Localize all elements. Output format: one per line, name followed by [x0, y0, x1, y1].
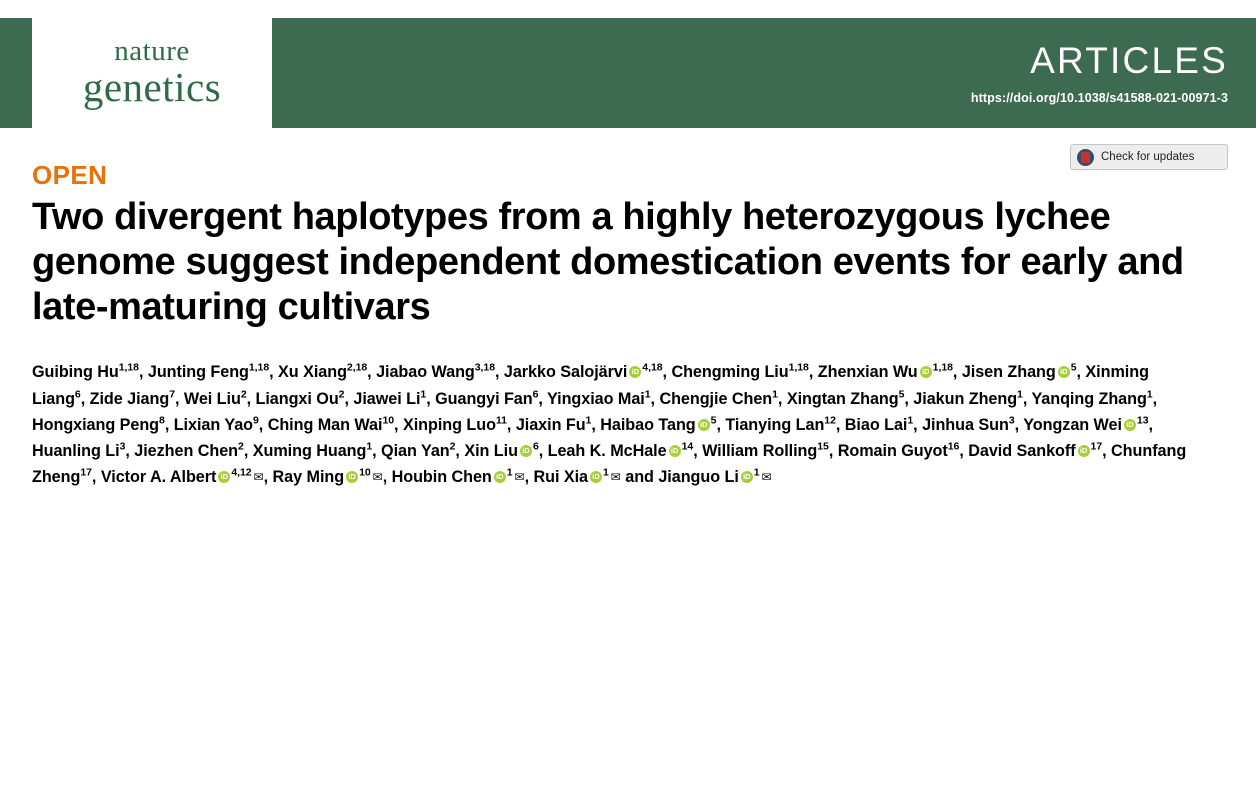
author-entry[interactable]: [547, 390, 651, 408]
orcid-icon[interactable]: [520, 445, 532, 457]
author-name: Guangyi Fan: [435, 389, 533, 408]
author-name: Haibao Tang: [600, 415, 696, 434]
header-right-block: [272, 18, 1256, 128]
corresponding-author-envelope-icon[interactable]: ✉: [610, 470, 621, 485]
author-affiliation-marker: 5: [1070, 362, 1077, 375]
author-entry[interactable]: [659, 390, 777, 408]
author-affiliation-marker: 8: [159, 414, 165, 427]
author-entry[interactable]: [90, 390, 175, 408]
orcid-icon[interactable]: [698, 419, 710, 431]
author-name: Qian Yan: [381, 442, 450, 461]
author-affiliation-marker: 1: [585, 414, 592, 427]
author-affiliation-marker: 1: [753, 467, 760, 480]
author-affiliation-marker: 2: [240, 388, 247, 401]
author-entry[interactable]: [922, 416, 1015, 434]
author-entry[interactable]: [600, 416, 716, 434]
article-front-matter: [32, 160, 1212, 491]
author-affiliation-marker: 3,18: [474, 362, 495, 375]
author-entry[interactable]: [278, 363, 367, 381]
author-entry[interactable]: [174, 416, 259, 434]
author-name: Xuming Huang: [252, 442, 367, 461]
author-affiliation-marker: 1,18: [788, 362, 809, 375]
author-name: Huanling Li: [32, 442, 120, 461]
author-name: Yanqing Zhang: [1031, 389, 1147, 408]
author-affiliation-marker: 10: [359, 467, 371, 480]
author-entry[interactable]: [268, 416, 394, 434]
author-entry[interactable]: [1031, 390, 1152, 408]
orcid-icon[interactable]: [494, 471, 506, 483]
author-entry[interactable]: [184, 390, 247, 408]
journal-logo: [32, 18, 272, 128]
author-affiliation-marker: 12: [824, 414, 836, 427]
author-name: Jisen Zhang: [961, 363, 1056, 382]
author-affiliation-marker: 3: [119, 440, 126, 453]
author-entry[interactable]: [702, 442, 829, 460]
author-affiliation-marker: 1,18: [118, 362, 139, 375]
author-affiliation-marker: 2: [338, 388, 345, 401]
author-entry[interactable]: [838, 442, 960, 460]
corresponding-author-envelope-icon[interactable]: ✉: [514, 470, 525, 485]
author-entry[interactable]: [533, 468, 620, 486]
author-entry[interactable]: [913, 390, 1023, 408]
author-entry[interactable]: [516, 416, 592, 434]
author-name: Ray Ming: [272, 468, 345, 487]
author-entry[interactable]: [32, 416, 165, 434]
author-entry[interactable]: [392, 468, 525, 486]
orcid-icon[interactable]: [669, 445, 681, 457]
author-entry[interactable]: [435, 390, 538, 408]
orcid-icon[interactable]: [1078, 445, 1090, 457]
author-entry[interactable]: [464, 442, 538, 460]
author-affiliation-marker: 5: [710, 414, 717, 427]
journal-header: [0, 18, 1256, 128]
author-name: Jarkko Salojärvi: [503, 363, 628, 382]
author-name: Xinping Luo: [402, 415, 496, 434]
author-entry[interactable]: [353, 390, 426, 408]
author-affiliation-marker: 1: [644, 388, 651, 401]
author-name: Guibing Hu: [32, 363, 119, 382]
author-name: Xingtan Zhang: [786, 389, 899, 408]
author-affiliation-marker: 1: [1146, 388, 1153, 401]
author-name: Houbin Chen: [391, 468, 492, 487]
author-affiliation-marker: 15: [817, 440, 829, 453]
author-name: Junting Feng: [147, 363, 249, 382]
author-name: Yingxiao Mai: [547, 389, 645, 408]
journal-name-line2: genetics: [82, 63, 222, 110]
author-name: Leah K. McHale: [547, 442, 667, 461]
author-name: Zide Jiang: [89, 389, 170, 408]
author-affiliation-marker: 5: [898, 388, 905, 401]
author-affiliation-marker: 4,18: [642, 362, 663, 375]
author-entry[interactable]: [376, 363, 495, 381]
author-affiliation-marker: 1: [1017, 388, 1023, 401]
author-affiliation-marker: 13: [1136, 414, 1149, 427]
author-affiliation-marker: 6: [74, 388, 81, 401]
author-affiliation-marker: 2: [449, 440, 456, 453]
author-affiliation-marker: 1: [772, 388, 778, 401]
author-name: Jiawei Li: [353, 389, 421, 408]
author-name: Jiaxin Fu: [515, 415, 586, 434]
author-entry[interactable]: [32, 442, 125, 460]
author-affiliation-marker: 1: [420, 388, 427, 401]
author-entry[interactable]: [845, 416, 913, 434]
author-name: Chunfang Zheng: [32, 442, 1187, 487]
page-title: Two divergent haplotypes from a highly heterozygous lychee genome suggest independent domestication events for early and late-maturing cultivars: [32, 196, 1184, 328]
author-name: Tianying Lan: [725, 415, 825, 434]
orcid-icon[interactable]: [218, 471, 230, 483]
author-name: Jinhua Sun: [922, 415, 1009, 434]
author-name: Jianguo Li: [658, 468, 739, 487]
doi-link[interactable]: https://doi.org/10.1038/s41588-021-00971-3: [970, 90, 1228, 105]
check-for-updates-label: Check for updates: [1101, 151, 1195, 163]
author-affiliation-marker: 1,18: [932, 362, 953, 375]
author-name: Liangxi Ou: [255, 389, 339, 408]
author-entry[interactable]: [787, 390, 905, 408]
orcid-icon[interactable]: [590, 471, 602, 483]
author-entry[interactable]: [1023, 416, 1148, 434]
author-name: Wei Liu: [183, 389, 241, 408]
author-entry[interactable]: [134, 442, 244, 460]
author-name: Lixian Yao: [173, 415, 253, 434]
author-entry[interactable]: [273, 468, 383, 486]
journal-name-line1: nature: [114, 34, 190, 67]
author-entry[interactable]: [962, 363, 1077, 381]
author-affiliation-marker: 17: [80, 467, 92, 480]
author-entry[interactable]: [725, 416, 836, 434]
author-name: Xu Xiang: [278, 363, 347, 382]
author-affiliation-marker: 11: [495, 414, 507, 427]
author-entry[interactable]: [548, 442, 694, 460]
author-entry[interactable]: [818, 363, 953, 381]
author-name: Zhenxian Wu: [817, 363, 918, 382]
author-name: Chengming Liu: [671, 363, 789, 382]
corresponding-author-envelope-icon[interactable]: ✉: [761, 470, 772, 485]
author-affiliation-marker: 6: [532, 388, 539, 401]
author-name: Chengjie Chen: [659, 389, 773, 408]
author-entry[interactable]: [968, 442, 1102, 460]
orcid-icon[interactable]: [1124, 419, 1136, 431]
author-name: Hongxiang Peng: [32, 415, 160, 434]
open-access-label: OPEN: [32, 160, 108, 190]
orcid-icon[interactable]: [741, 471, 753, 483]
orcid-icon[interactable]: [920, 366, 932, 378]
author-affiliation-marker: 17: [1090, 440, 1103, 453]
author-affiliation-marker: 10: [382, 414, 395, 427]
author-name: Rui Xia: [533, 468, 588, 487]
author-entry[interactable]: [101, 468, 264, 486]
author-name: Victor A. Albert: [100, 468, 217, 487]
author-name: Yongzan Wei: [1023, 415, 1122, 434]
author-name: Jiakun Zheng: [913, 389, 1018, 408]
orcid-icon[interactable]: [346, 471, 358, 483]
author-affiliation-marker: 7: [169, 388, 175, 401]
author-entry[interactable]: [403, 416, 507, 434]
author-affiliation-marker: 1: [603, 467, 609, 480]
author-entry[interactable]: [148, 363, 269, 381]
author-name: Jiabao Wang: [376, 363, 475, 382]
author-entry[interactable]: [671, 363, 808, 381]
section-label: ARTICLES: [1030, 39, 1228, 81]
author-name: Xinming Liang: [32, 363, 1149, 408]
author-affiliation-marker: 9: [253, 414, 259, 427]
orcid-icon[interactable]: [1058, 366, 1070, 378]
author-entry[interactable]: [381, 442, 455, 460]
author-name: Ching Man Wai: [267, 415, 383, 434]
author-entry[interactable]: [32, 363, 139, 381]
author-name: William Rolling: [702, 442, 818, 461]
author-name: Jiezhen Chen: [134, 442, 239, 461]
author-list: Guibing Hu$^{1,18}$, Junting Feng$^{1,18}$, Xu Xiang$^{2,18}$, Jiabao Wang$^{3,18}$, Jarkko Salojärvi iD $^{4,18}$, Chengming Liu$^{1,18}$, Zhenxian Wu iD $^{1,18}$, Jisen Zhang iD $^5$, Xinming Liang$^6$, Zide Jiang$^7$, Wei Liu$^2$, Liangxi Ou$^2$, Jiawei Li$^1$, Guangyi Fan$^6$, Yingxiao Mai$^1$, Chengjie Chen$^1$, Xingtan Zhang$^5$, Jiakun Zheng$^1$, Yanqing Zhang$^1$, Hongxiang Peng$^8$, Lixian Yao$^9$, Ching Man Wai$^{10}$, Xinping Luo$^{11}$, Jiaxin Fu$^1$, Haibao Tang iD $^5$, Tianying Lan$^{12}$, Biao Lai$^1$, Jinhua Sun$^3$, Yongzan Wei iD $^{13}$, Huanling Li$^3$, Jiezhen Chen$^2$, Xuming Huang$^1$, Qian Yan$^2$, Xin Liu iD $^6$, Leah K. McHale iD $^{14}$, William Rolling$^{15}$, Romain Guyot$^{16}$, David Sankoff iD $^{17}$, Chunfang Zheng$^{17}$, Victor A. Albert iD $^{4,12}$ ✉, Ray Ming iD $^{10}$ ✉, Houbin CheniD $^1$ ✉, Rui Xia iD $^1$ ✉ and Jianguo Li iD $^1$ ✉: [32, 359, 1192, 490]
author-entry[interactable]: [253, 442, 372, 460]
author-affiliation-marker: 4,12: [231, 467, 252, 480]
author-affiliation-marker: 2,18: [346, 362, 368, 375]
author-affiliation-marker: 1,18: [248, 362, 270, 375]
author-affiliation-marker: 3: [1008, 414, 1015, 427]
author-affiliation-marker: 1: [907, 414, 914, 427]
author-entry[interactable]: [256, 390, 345, 408]
orcid-icon[interactable]: [629, 366, 641, 378]
author-name: Xin Liu: [464, 442, 518, 461]
author-affiliation-marker: 1: [366, 440, 373, 453]
author-affiliation-marker: 6: [532, 440, 539, 453]
author-entry[interactable]: [658, 468, 771, 486]
author-affiliation-marker: 1: [506, 467, 513, 480]
corresponding-author-envelope-icon[interactable]: ✉: [253, 470, 264, 485]
author-affiliation-marker: 2: [238, 440, 244, 453]
author-affiliation-marker: 16: [947, 440, 960, 453]
author-name: Biao Lai: [844, 415, 908, 434]
author-name: Romain Guyot: [837, 442, 948, 461]
author-entry[interactable]: [504, 363, 663, 381]
author-name: David Sankoff: [968, 442, 1076, 461]
author-affiliation-marker: 14: [681, 440, 694, 453]
corresponding-author-envelope-icon[interactable]: ✉: [372, 470, 383, 485]
